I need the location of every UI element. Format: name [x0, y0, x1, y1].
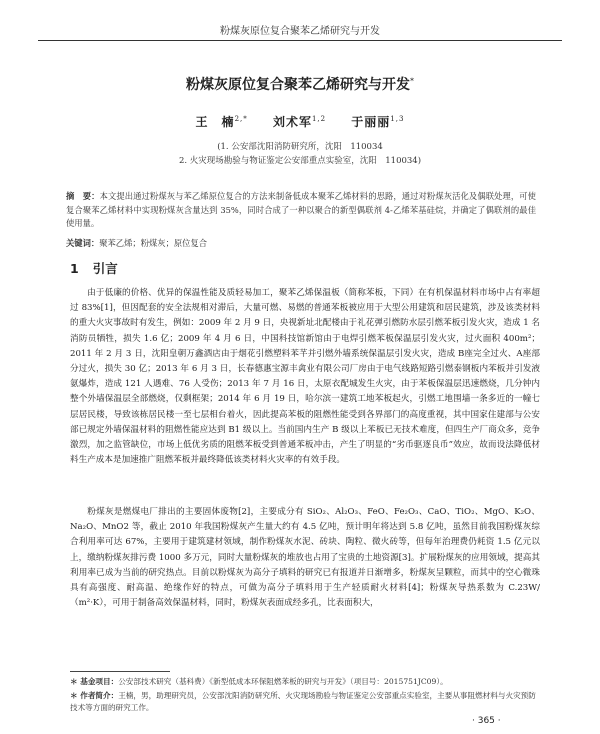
abstract — [66, 190, 536, 231]
running-header: 粉煤灰原位复合聚苯乙烯研究与开发 — [220, 26, 380, 37]
footnote-text: 公安部技术研究（基科费）《新型低成本环保阻燃苯板的研究与开发》（项目号：2015751JC09）。 — [118, 677, 448, 686]
author-name: 刘术军 — [272, 115, 312, 129]
abstract-label: 摘 要： — [66, 191, 100, 201]
author — [273, 115, 326, 129]
footnote-label: ＊ 作者简介： — [70, 691, 119, 700]
keywords — [66, 237, 536, 249]
footnote-text: 王楠，男，助理研究员，公安部沈阳消防研究所、火灾现场勘验与物证鉴定公安部重点实验室，主要从事阻燃材料与火灾预防技术等方面的研究工作。 — [70, 691, 536, 712]
author-name: 于丽丽 — [351, 115, 391, 129]
paper-title-text: 粉煤灰原位复合聚苯乙烯研究与开发 — [186, 77, 410, 93]
section-heading — [70, 259, 118, 277]
footnote-rule — [70, 671, 170, 672]
author-list — [0, 113, 600, 130]
author — [196, 115, 248, 129]
author-affiliation-mark: 2,* — [234, 115, 248, 123]
author-name: 王 楠 — [195, 115, 235, 129]
header-rule — [38, 40, 562, 41]
author-affiliation-mark: 1,2 — [311, 115, 327, 123]
footnote-author-bio — [70, 690, 540, 713]
body-paragraph: 粉煤灰是燃煤电厂排出的主要固体废物[2]，主要成分有 SiO₂、Al₂O₃、FeO、Fe₂O₃、CaO、TiO₂、MgO、K₂O、Na₂O、MnO2 等，截止 2010 年我国粉煤灰产生量大约有 4.5 亿吨，预计明年将达到 5.8 亿吨，虽然目前我国粉煤灰综合利用率可达 67%，主要用于建筑建材领域，制作粉煤灰水泥、砖块、陶粒、微火砖等，但每年治理费仍耗资 1.5 亿元以上，缴纳粉煤灰排污费 1000 多万元，同时大量粉煤灰的堆放也占用了宝贵的土地资源[3]。扩展粉煤灰的应用领域，提高其利用率已成为当前的研究热点。目前以粉煤灰为高分子填料的研究已有报道并日渐增多，粉煤灰呈颗粒，而其中的空心微珠具有高强度、耐高温、绝缘作好的特点，可做为高分子填料用于生产轻质耐火材料[4]；粉煤灰导热系数为 C.23W/（m²·K），可用于制备高效保温材料，同时，粉煤灰表面成经多孔，比表面积大， — [70, 507, 540, 609]
affiliation-line: 2. 火灾现场勘验与物证鉴定公安部重点实验室，沈阳 110034) — [178, 156, 422, 166]
title-footnote-mark: * — [410, 76, 414, 86]
keywords-text: 聚苯乙烯；粉煤灰；原位复合 — [99, 238, 208, 248]
body-paragraph: 由于低廉的价格、优异的保温性能及质轻易加工，聚苯乙烯保温板（简称苯板，下同）在有机保温材料市场中占有率超过 83%[1]，但因配套的安全法规相对滞后，大量可燃、易燃的普通苯板被应用于大型公用建筑和居民建筑，涉及该类材料的重大火灾事故时有发生，例如：2009 年 2 月 9 日，央视新址北配楼由于礼花弹引燃防水层引燃苯板引发火灾，造成 1 名消防员牺牲，损失 1.6 亿；2009 年 4 月 6 日，中国科技馆新馆由于电焊引燃苯板保温层引发火灾，过火面积 400m²；2011 年 2 月 3 日，沈阳皇朝万鑫酒店由于烟花引燃塑料苯芊并引燃外墙系统保温层引发火灾，造成 B座完全过火、A座部分过火，损失 30 亿；2013 年 6 月 3 日，长春德惠宝源丰禽业有限公司厂房由于电气线路短路引燃泰钢板内苯板并引发液氨爆炸，造成 121 人遇难、76 人受伤；2013 年 7 月 16 日，太原衣配城发生火灾，由于苯板保温层迅速燃烧，几分钟内整个外墙保温层全部燃烧，仅剩框架；2014 年 6 月 19 日，哈尔滨一建筑工地苯板起火，引燃工地围墙一条多近的一幢七层居民楼，导致该栋居民楼一至七层相台着火，因此提高苯板的阻燃性能受到各界部门的高度重视，其中国家住建部与公安部已规定外墙保温材料的阻燃性能应达到 B1 级以上。当前国内生产 B 级以上苯板已无技术难度，但四生产厂商众多，竞争激烈，加之监管缺位，市场上低优劣质的阻燃苯板受到普通苯板冲击，产生了明显的“劣币驱逐良币”效应，故而设法降低材料生产成本是加速推广阻燃苯板并最终降低该类材料火灾率的有效手段。 — [70, 288, 540, 466]
paper-title — [0, 74, 600, 94]
abstract-text: 本文提出通过粉煤灰与苯乙烯原位复合的方法来制备低成本聚苯乙烯材料的思路，通过对粉煤灰活化及偶联处理，可使复合聚苯乙烯材料中实现粉煤灰含量达到 35%，同时合成了一种以聚合的新型偶联剂 4-乙烯苯基硅烷，并确定了偶联剂的最佳使用量。 — [66, 191, 536, 228]
page-number: · 365 · — [472, 716, 501, 726]
affiliation-line: (1. 公安部沈阳消防研究所，沈阳 110034 — [217, 142, 383, 152]
keywords-label: 关键词： — [66, 238, 100, 248]
footnote-label: ＊ 基金项目： — [70, 677, 119, 686]
author-affiliation-mark: 1,3 — [390, 115, 405, 123]
author — [351, 115, 404, 129]
section-number: 1 — [70, 261, 79, 276]
section-title: 引言 — [92, 261, 118, 276]
footnote-funding — [70, 676, 540, 688]
